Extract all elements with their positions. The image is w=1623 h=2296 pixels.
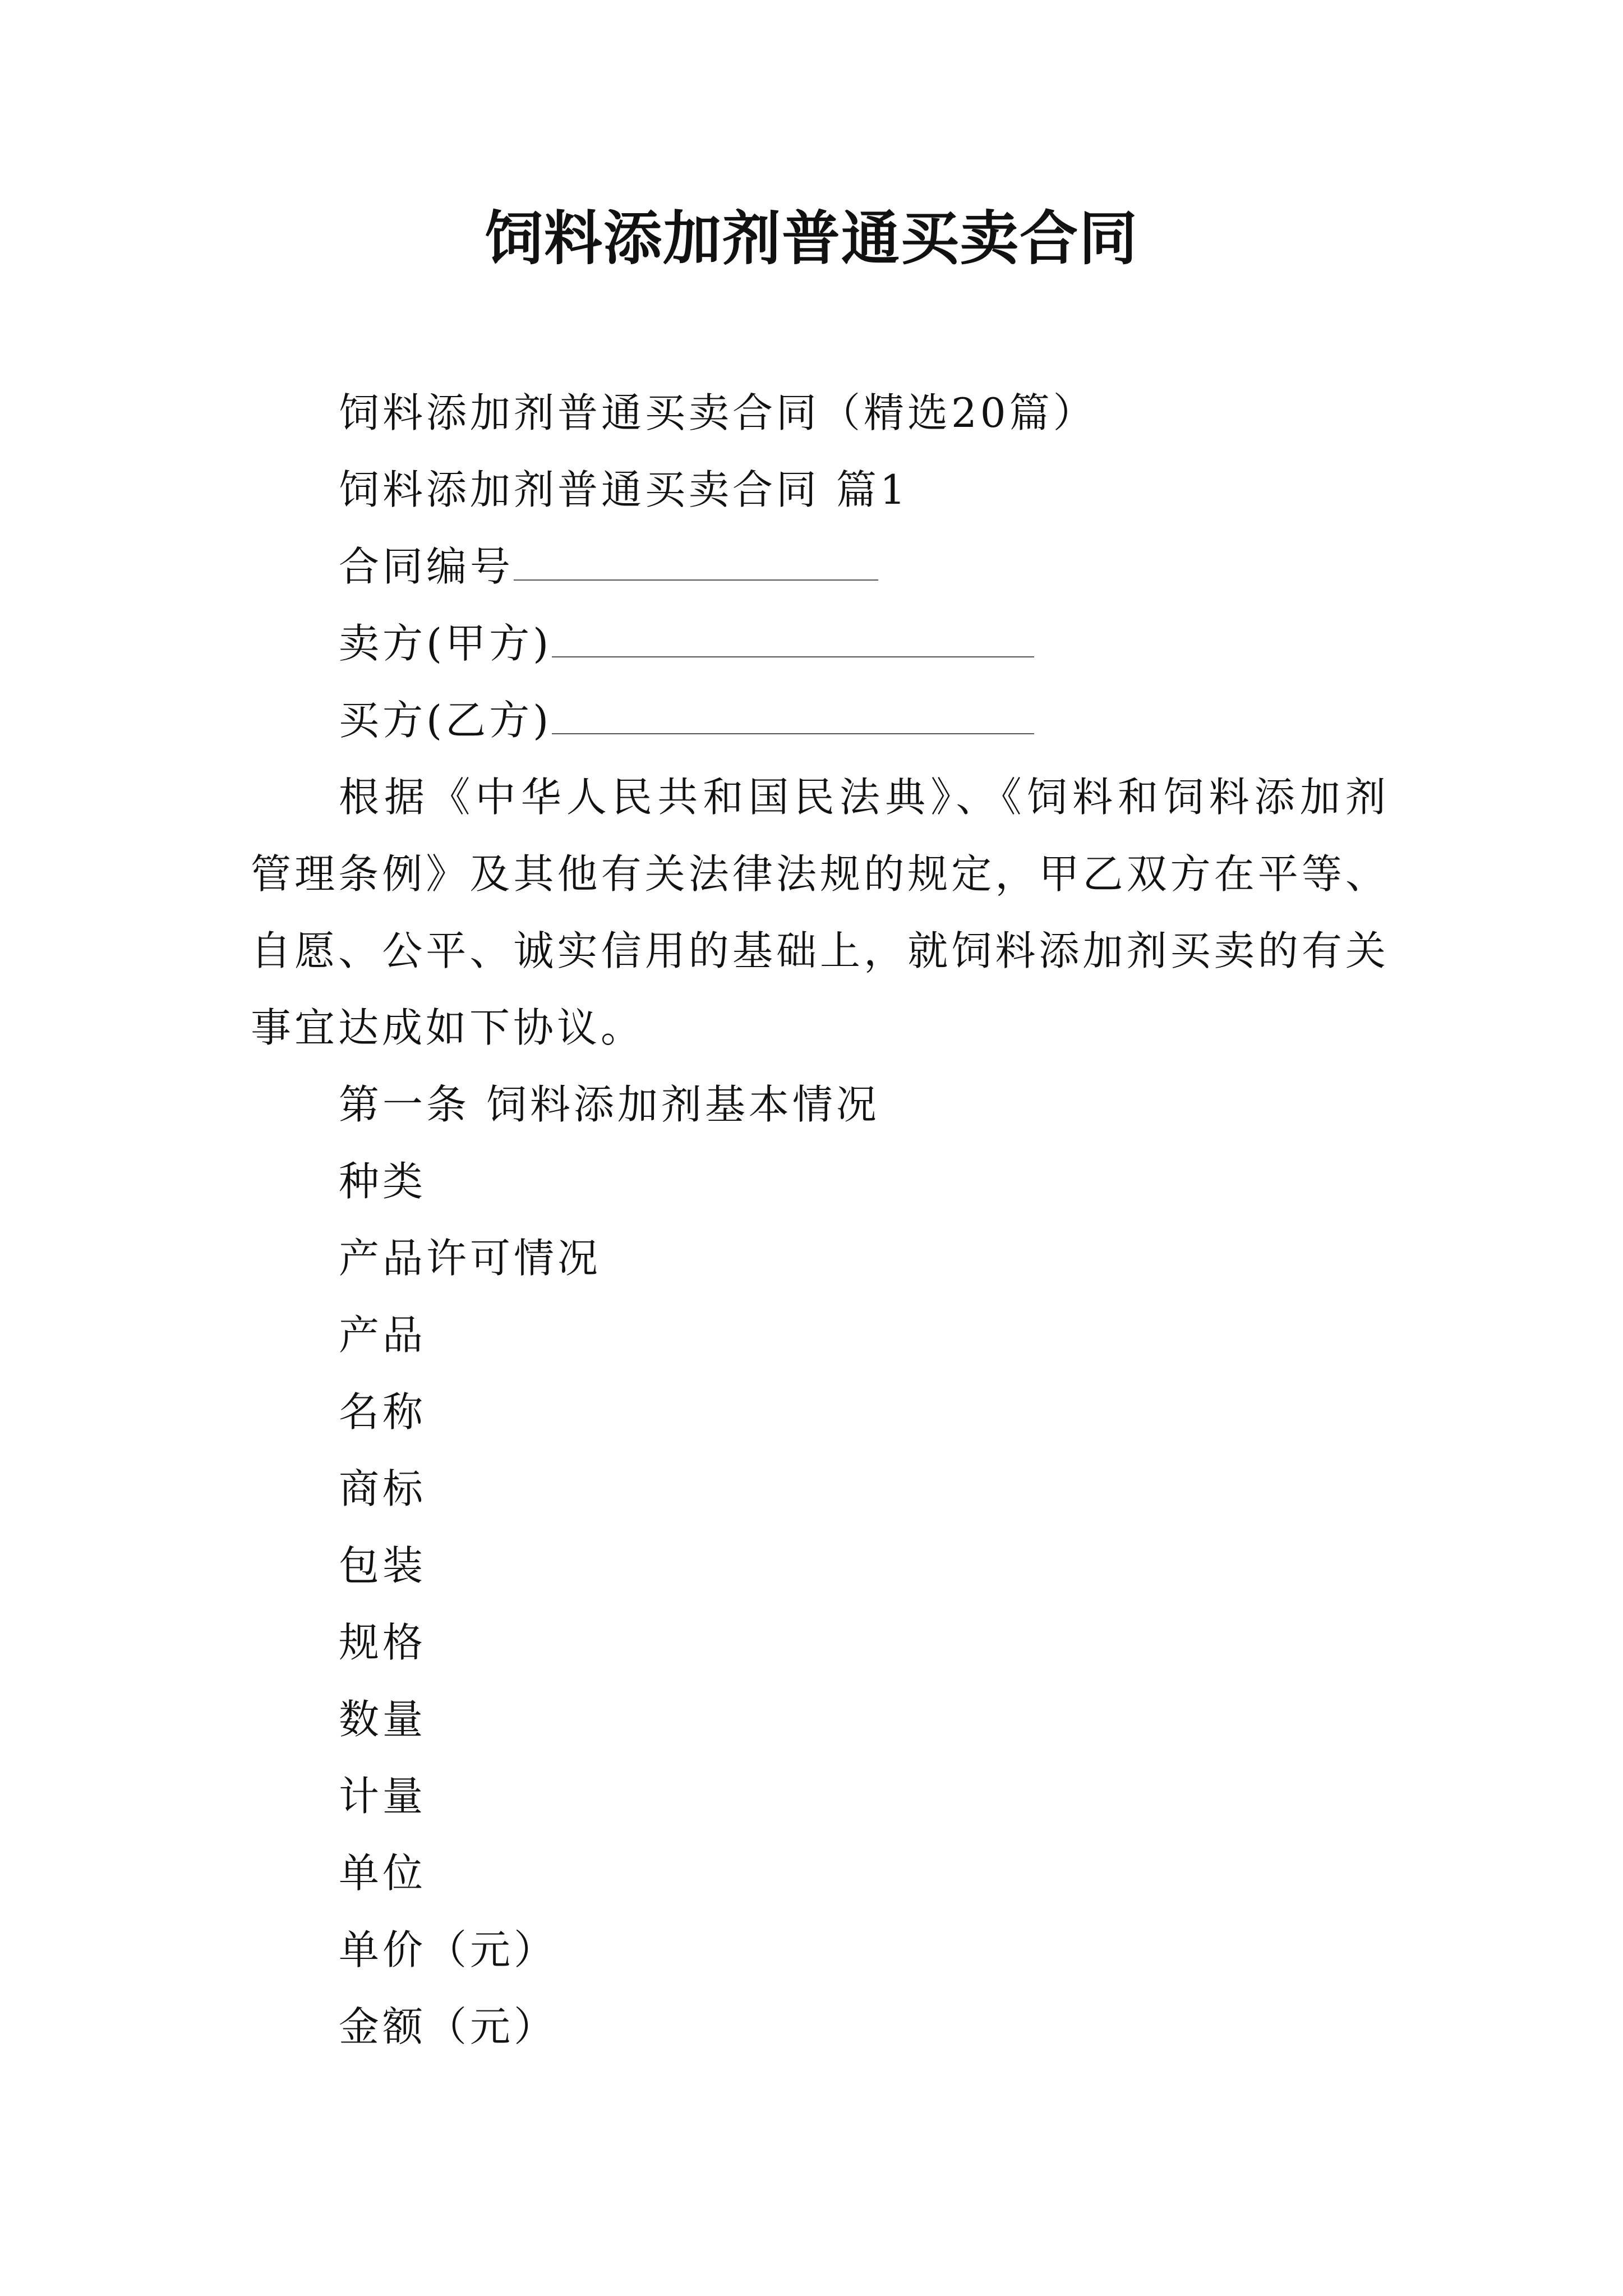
field-item: 单位 — [339, 1849, 427, 1897]
chapter-heading: 饲料添加剂普通买卖合同 篇1 — [339, 466, 909, 513]
document-title: 饲料添加剂普通买卖合同 — [484, 204, 1138, 273]
seller-label: 卖方(甲方) — [339, 620, 552, 667]
field-item: 产品许可情况 — [339, 1235, 602, 1282]
buyer-blank — [552, 692, 1034, 734]
field-item: 规格 — [339, 1619, 427, 1666]
field-item: 单价（元） — [339, 1926, 558, 1973]
field-item: 计量 — [339, 1773, 427, 1820]
field-item: 金额（元） — [339, 2003, 558, 2050]
subtitle: 饲料添加剂普通买卖合同（精选20篇） — [339, 389, 1097, 436]
field-item: 产品 — [339, 1312, 427, 1359]
contract-number-line — [251, 528, 1389, 605]
field-item: 商标 — [339, 1465, 427, 1512]
seller-blank — [552, 615, 1034, 657]
document-body — [251, 375, 1389, 2065]
article-one-heading: 第一条 饲料添加剂基本情况 — [339, 1081, 880, 1128]
field-item: 名称 — [339, 1388, 427, 1435]
field-item: 种类 — [339, 1158, 427, 1205]
contract-number-blank — [514, 538, 878, 581]
intro-paragraph: 根据《中华人民共和国民法典》、《饲料和饲料添加剂管理条例》及其他有关法律法规的规定，甲乙双方在平等、自愿、公平、诚实信用的基础上，就饲料添加剂买卖的有关事宜达成如下协议。 — [251, 774, 1389, 1051]
field-item: 数量 — [339, 1696, 427, 1743]
buyer-label: 买方(乙方) — [339, 697, 552, 744]
field-item: 包装 — [339, 1542, 427, 1589]
contract-number-label: 合同编号 — [339, 543, 514, 590]
seller-line — [251, 605, 1389, 682]
buyer-line — [251, 682, 1389, 759]
